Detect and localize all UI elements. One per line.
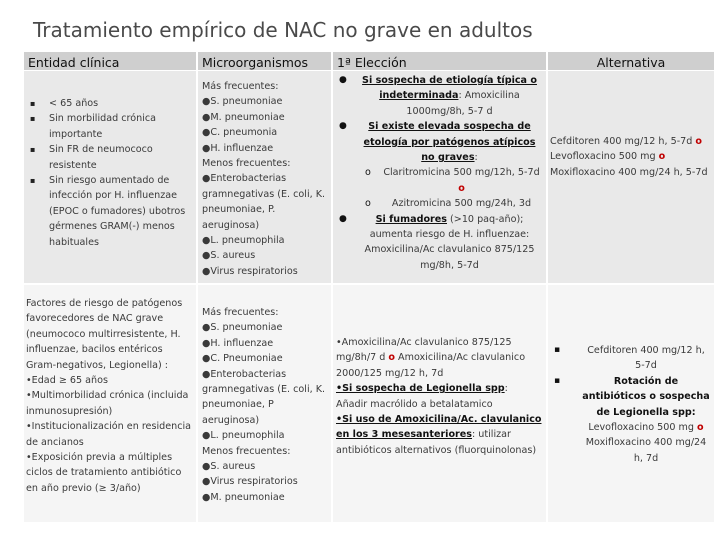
eleccion-bullet-item bbox=[337, 73, 542, 119]
amoxiclav-previo-label: •Si uso de Amoxicilina/Ac. clavulanico en los 3 mesesanteriores bbox=[336, 414, 542, 441]
row2-entidad-cell bbox=[24, 285, 196, 522]
row1-alternativa-content bbox=[548, 71, 714, 180]
row1-entidad-item: ▪ < 65 años bbox=[28, 96, 193, 111]
eleccion-bullet-item bbox=[337, 119, 542, 211]
micro-line: ●Enterobacterias gramnegativas (E. coli, K. pneumoniae, P. aeruginosa) bbox=[202, 173, 326, 231]
row1-eleccion-content bbox=[333, 71, 546, 273]
levofloxacino-text: Levofloxacino 500 mg bbox=[550, 151, 656, 163]
legionella-text: : Añadir macrólido a betalatamico bbox=[336, 383, 508, 410]
bullet-icon: ● bbox=[339, 121, 347, 132]
page-title: Tratamiento empírico de NAC no grave en adultos bbox=[33, 18, 533, 42]
amoxiclav-875-text: •Amoxicilina/Ac clavulanico 875/125 mg/8h/7 d bbox=[336, 337, 512, 364]
row2-entidad-content bbox=[24, 285, 196, 496]
entidad-line: •Multimorbilidad crónica (incluida inmunosupresión) bbox=[26, 390, 189, 417]
micro-line: ●S. aureus bbox=[202, 250, 256, 262]
micro-line: ●Virus respiratorios bbox=[202, 476, 298, 488]
header-entidad: Entidad clínica bbox=[24, 52, 196, 70]
row2-alternativa-cell bbox=[548, 285, 714, 522]
micro-line: ●M. pneumoniae bbox=[202, 111, 285, 123]
micro-line: Más frecuentes: bbox=[202, 81, 279, 92]
amoxiclav-previo-text: : utilizar antibióticos alternativos (fluorquinolonas) bbox=[336, 429, 537, 456]
eleccion-fumadores-label: Si fumadores bbox=[375, 213, 447, 225]
row1-entidad-list bbox=[28, 96, 193, 250]
eleccion-paragraph bbox=[336, 335, 542, 381]
cefditoren-text: Cefditoren 400 mg/12 h, 5-7d bbox=[550, 136, 693, 147]
azitromicina-text: Azitromicina 500 mg/24h, 3d bbox=[391, 198, 532, 210]
moxifloxacino-text: Moxifloxacino 400 mg/24 h, 5-7d bbox=[550, 166, 708, 178]
or-marker: o bbox=[697, 422, 704, 434]
legionella-label: •Si sospecha de Legionella spp bbox=[336, 383, 505, 395]
levofloxacino-text: Levofloxacino 500 mg bbox=[588, 422, 694, 434]
micro-line: ●S. pneumoniae bbox=[202, 322, 283, 334]
or-marker: o bbox=[695, 136, 703, 147]
header-alternativa: Alternativa bbox=[548, 52, 714, 70]
row2-micro-list bbox=[198, 285, 331, 505]
entidad-line: •Exposición previa a múltiples ciclos de tratamiento antibiótico en año previo (≥ 3/año) bbox=[26, 452, 182, 494]
cefditoren-text: Cefditoren 400 mg/12 h, 5-7d bbox=[587, 345, 705, 372]
sub-bullet-icon: o bbox=[365, 198, 371, 210]
entidad-line: •Edad ≥ 65 años bbox=[26, 375, 109, 387]
eleccion-colon: : bbox=[474, 152, 478, 164]
entidad-line: Factores de riesgo de patógenos favorecedores de NAC grave (neumococo multirresistente, H. influenzae, bacilos entéricos Gram-negativos, Legionella) : bbox=[26, 298, 183, 371]
eleccion-tipica-label: Si sospecha de etiología típica o indeterminada bbox=[362, 75, 537, 102]
micro-line: ●L. pneumophila bbox=[202, 235, 285, 247]
row2-eleccion-content bbox=[333, 285, 546, 458]
micro-line: ●C. Pneumoniae bbox=[202, 353, 283, 365]
row2-alternativa-content bbox=[548, 285, 714, 466]
alternativa-bullet-item bbox=[552, 374, 710, 466]
claritromicina-text: Claritromicina 500 mg/12h, 5-7d bbox=[383, 167, 540, 179]
eleccion-paragraph bbox=[336, 381, 542, 412]
micro-line: ●M. pneumoniae bbox=[202, 491, 285, 503]
bullet-icon: ● bbox=[339, 213, 347, 224]
bullet-icon: ▪ bbox=[554, 345, 561, 355]
bullet-icon: ● bbox=[339, 75, 347, 85]
micro-line: Menos frecuentes: bbox=[202, 158, 291, 170]
eleccion-tipica-text: : Amoxicilina 1000mg/8h, 5-7 d bbox=[406, 90, 520, 117]
row2-micro-cell bbox=[198, 285, 331, 522]
row1-micro-cell bbox=[198, 71, 331, 283]
sub-bullet-icon: o bbox=[365, 167, 371, 179]
alternativa-bullet-item bbox=[552, 343, 710, 374]
micro-line: ●Virus respiratorios bbox=[202, 265, 298, 277]
bullet-icon: ▪ bbox=[554, 375, 561, 386]
row1-eleccion-cell bbox=[333, 71, 546, 283]
eleccion-bullet-item bbox=[337, 212, 542, 274]
rotacion-label: Rotación de antibióticos o sospecha de Legionella spp: bbox=[582, 375, 710, 418]
micro-line: ●H. influenzae bbox=[202, 142, 274, 154]
row1-entidad-cell bbox=[24, 71, 196, 283]
micro-line: ●S. aureus bbox=[202, 461, 256, 473]
row1-micro-list bbox=[198, 71, 331, 279]
or-marker: o bbox=[458, 182, 465, 194]
row1-alternativa-cell bbox=[548, 71, 714, 283]
row1-entidad-item: ▪ Sin FR de neumococo resistente bbox=[28, 142, 193, 173]
or-marker: o bbox=[388, 352, 395, 364]
eleccion-sub-item bbox=[357, 165, 542, 196]
micro-line: Más frecuentes: bbox=[202, 307, 279, 318]
moxifloxacino-text: Moxifloxacino 400 mg/24 h, 7d bbox=[585, 437, 707, 464]
micro-line: ●C. pneumonia bbox=[202, 127, 278, 139]
amoxiclav-2000-text: Amoxicilina/Ac clavulanico 2000/125 mg/12 h, 7d bbox=[336, 352, 526, 379]
micro-line: ●L. pneumophila bbox=[202, 430, 285, 442]
micro-line: ●S. pneumoniae bbox=[202, 96, 283, 108]
row1-entidad-item: ▪ Sin morbilidad crónica importante bbox=[28, 111, 193, 142]
eleccion-sub-item bbox=[357, 196, 542, 211]
micro-line: ●H. influenzae bbox=[202, 337, 274, 349]
row1-entidad-item: ▪ Sin riesgo aumentado de infección por H. influenzae (EPOC o fumadores) ubotros gérmenes GRAM(-) menos habituales bbox=[28, 173, 193, 250]
micro-line: Menos frecuentes: bbox=[202, 445, 291, 457]
eleccion-atipicos-label: Si existe elevada sospecha de etología por patógenos atípicos no graves bbox=[363, 121, 536, 164]
eleccion-paragraph bbox=[336, 412, 542, 458]
entidad-line: •Institucionalización en residencia de ancianos bbox=[26, 421, 192, 448]
micro-line: ●Enterobacterias gramnegativas (E. coli, K. pneumoniae, P aeruginosa) bbox=[202, 368, 326, 426]
eleccion-fumadores-text: (>10 paq-año); aumenta riesgo de H. influenzae: Amoxicilina/Ac clavulanico 875/125 mg/8h, 5-7d bbox=[364, 213, 535, 271]
header-primera-eleccion: 1ª Elección bbox=[333, 52, 546, 70]
treatment-table bbox=[24, 52, 714, 522]
row2-eleccion-cell bbox=[333, 285, 546, 522]
or-marker: o bbox=[658, 151, 666, 163]
header-microorganismos: Microorganismos bbox=[198, 52, 331, 70]
